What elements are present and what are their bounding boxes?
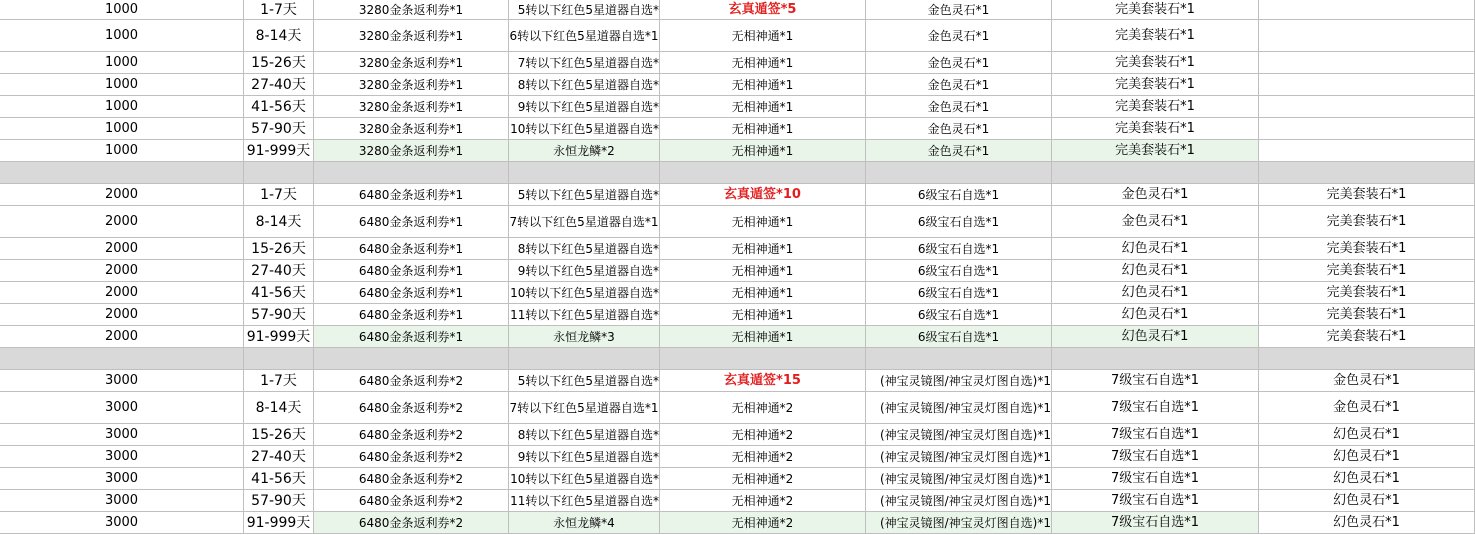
table-cell[interactable]: 41-56天 bbox=[244, 96, 314, 117]
table-cell[interactable]: 无相神通*1 bbox=[660, 282, 866, 303]
table-cell[interactable]: 无相神通*1 bbox=[660, 304, 866, 325]
table-cell[interactable]: (神宝灵镜图/神宝灵灯图自选)*1 bbox=[866, 512, 1052, 533]
table-cell[interactable]: 6480金条返利券*1 bbox=[314, 184, 509, 205]
table-cell[interactable]: 6480金条返利券*1 bbox=[314, 326, 509, 347]
table-cell[interactable]: 完美套装石*1 bbox=[1052, 74, 1259, 95]
table-cell[interactable]: 5转以下红色5星道器自选* bbox=[509, 184, 660, 205]
table-cell[interactable]: 无相神通*1 bbox=[660, 326, 866, 347]
table-cell[interactable]: 无相神通*1 bbox=[660, 96, 866, 117]
table-cell[interactable] bbox=[866, 348, 1052, 369]
table-cell[interactable]: 8转以下红色5星道器自选* bbox=[509, 424, 660, 445]
table-cell[interactable]: 6级宝石自选*1 bbox=[866, 304, 1052, 325]
table-cell[interactable] bbox=[1259, 96, 1475, 117]
table-cell[interactable]: (神宝灵镜图/神宝灵灯图自选)*1 bbox=[866, 446, 1052, 467]
table-cell[interactable] bbox=[0, 162, 244, 183]
table-cell[interactable]: 1-7天 bbox=[244, 184, 314, 205]
table-row bbox=[0, 96, 1475, 118]
table-cell[interactable]: 5转以下红色5星道器自选* bbox=[509, 0, 660, 19]
table-cell[interactable]: 2000 bbox=[0, 184, 244, 205]
table-cell[interactable]: 91-999天 bbox=[244, 326, 314, 347]
table-cell[interactable]: 3280金条返利券*1 bbox=[314, 118, 509, 139]
table-cell[interactable]: 41-56天 bbox=[244, 468, 314, 489]
table-cell[interactable]: 6480金条返利券*2 bbox=[314, 446, 509, 467]
table-cell[interactable]: 6级宝石自选*1 bbox=[866, 326, 1052, 347]
table-cell[interactable]: (神宝灵镜图/神宝灵灯图自选)*1 bbox=[866, 392, 1052, 423]
table-cell[interactable]: 金色灵石*1 bbox=[866, 96, 1052, 117]
table-cell[interactable]: 6转以下红色5星道器自选*1 bbox=[509, 20, 660, 51]
table-cell[interactable]: 3000 bbox=[0, 392, 244, 423]
table-cell[interactable]: 1-7天 bbox=[244, 370, 314, 391]
table-cell[interactable]: 幻色灵石*1 bbox=[1259, 446, 1475, 467]
table-cell[interactable] bbox=[1259, 118, 1475, 139]
table-row bbox=[0, 184, 1475, 206]
table-cell[interactable]: 2000 bbox=[0, 282, 244, 303]
table-cell[interactable]: 无相神通*1 bbox=[660, 118, 866, 139]
table-cell[interactable]: 15-26天 bbox=[244, 52, 314, 73]
table-cell[interactable]: 8-14天 bbox=[244, 20, 314, 51]
table-cell[interactable]: 完美套装石*1 bbox=[1259, 304, 1475, 325]
table-cell[interactable]: 2000 bbox=[0, 206, 244, 237]
table-cell[interactable]: 7转以下红色5星道器自选*1 bbox=[509, 206, 660, 237]
table-cell[interactable]: 金色灵石*1 bbox=[866, 52, 1052, 73]
table-cell[interactable]: 完美套装石*1 bbox=[1259, 326, 1475, 347]
table-cell[interactable] bbox=[244, 348, 314, 369]
table-cell[interactable]: 57-90天 bbox=[244, 490, 314, 511]
table-cell[interactable]: 6480金条返利券*2 bbox=[314, 392, 509, 423]
table-cell[interactable]: 完美套装石*1 bbox=[1259, 238, 1475, 259]
table-cell[interactable]: 无相神通*1 bbox=[660, 206, 866, 237]
table-row bbox=[0, 304, 1475, 326]
table-cell[interactable]: 完美套装石*1 bbox=[1259, 260, 1475, 281]
table-cell[interactable]: 3000 bbox=[0, 468, 244, 489]
table-cell[interactable]: (神宝灵镜图/神宝灵灯图自选)*1 bbox=[866, 370, 1052, 391]
table-cell[interactable]: 6级宝石自选*1 bbox=[866, 260, 1052, 281]
table-cell[interactable]: 6级宝石自选*1 bbox=[866, 282, 1052, 303]
table-cell[interactable]: 6480金条返利券*1 bbox=[314, 206, 509, 237]
table-cell[interactable]: (神宝灵镜图/神宝灵灯图自选)*1 bbox=[866, 424, 1052, 445]
table-cell[interactable]: 玄真遁签*10 bbox=[660, 184, 866, 205]
table-cell[interactable]: 15-26天 bbox=[244, 424, 314, 445]
table-cell[interactable]: 5转以下红色5星道器自选* bbox=[509, 370, 660, 391]
table-cell[interactable]: 幻色灵石*1 bbox=[1052, 326, 1259, 347]
table-row bbox=[0, 238, 1475, 260]
table-cell[interactable]: 1000 bbox=[0, 118, 244, 139]
table-cell[interactable]: 7级宝石自选*1 bbox=[1052, 424, 1259, 445]
table-cell[interactable] bbox=[660, 162, 866, 183]
table-cell[interactable]: 27-40天 bbox=[244, 260, 314, 281]
table-cell[interactable]: 无相神通*2 bbox=[660, 490, 866, 511]
table-cell[interactable]: 幻色灵石*1 bbox=[1052, 282, 1259, 303]
table-cell[interactable]: (神宝灵镜图/神宝灵灯图自选)*1 bbox=[866, 490, 1052, 511]
table-cell[interactable]: (神宝灵镜图/神宝灵灯图自选)*1 bbox=[866, 468, 1052, 489]
table-cell[interactable]: 27-40天 bbox=[244, 74, 314, 95]
table-cell[interactable]: 41-56天 bbox=[244, 282, 314, 303]
table-cell[interactable]: 1000 bbox=[0, 140, 244, 161]
table-cell[interactable] bbox=[1259, 0, 1475, 19]
table-cell[interactable]: 无相神通*1 bbox=[660, 74, 866, 95]
table-row bbox=[0, 0, 1475, 20]
table-row bbox=[0, 490, 1475, 512]
table-cell[interactable]: 幻色灵石*1 bbox=[1259, 468, 1475, 489]
table-cell[interactable]: 3000 bbox=[0, 424, 244, 445]
table-cell[interactable]: 6480金条返利券*1 bbox=[314, 260, 509, 281]
table-cell[interactable]: 7级宝石自选*1 bbox=[1052, 490, 1259, 511]
separator-row bbox=[0, 162, 1475, 184]
table-cell[interactable]: 6480金条返利券*2 bbox=[314, 424, 509, 445]
table-cell[interactable]: 金色灵石*1 bbox=[866, 0, 1052, 19]
table-cell[interactable]: 金色灵石*1 bbox=[1052, 206, 1259, 237]
table-cell[interactable]: 2000 bbox=[0, 238, 244, 259]
table-row bbox=[0, 52, 1475, 74]
table-cell[interactable]: 7级宝石自选*1 bbox=[1052, 446, 1259, 467]
table-row bbox=[0, 512, 1475, 534]
table-cell[interactable]: 幻色灵石*1 bbox=[1052, 238, 1259, 259]
table-row bbox=[0, 74, 1475, 96]
table-cell[interactable] bbox=[1259, 348, 1475, 369]
table-row bbox=[0, 370, 1475, 392]
table-cell[interactable]: 金色灵石*1 bbox=[1259, 370, 1475, 391]
table-cell[interactable]: 无相神通*2 bbox=[660, 446, 866, 467]
table-cell[interactable] bbox=[509, 162, 660, 183]
table-cell[interactable]: 9转以下红色5星道器自选* bbox=[509, 260, 660, 281]
table-cell[interactable]: 6480金条返利券*1 bbox=[314, 238, 509, 259]
table-cell[interactable]: 6480金条返利券*2 bbox=[314, 468, 509, 489]
table-cell[interactable]: 27-40天 bbox=[244, 446, 314, 467]
table-cell[interactable] bbox=[1259, 140, 1475, 161]
table-row bbox=[0, 118, 1475, 140]
table-cell[interactable] bbox=[1259, 52, 1475, 73]
table-row bbox=[0, 392, 1475, 424]
table-cell[interactable]: 57-90天 bbox=[244, 118, 314, 139]
table-cell[interactable]: 9转以下红色5星道器自选* bbox=[509, 446, 660, 467]
table-row bbox=[0, 206, 1475, 238]
table-cell[interactable]: 1000 bbox=[0, 20, 244, 51]
table-cell[interactable]: 永恒龙鳞*2 bbox=[509, 140, 660, 161]
table-cell[interactable]: 7级宝石自选*1 bbox=[1052, 468, 1259, 489]
table-cell[interactable]: 10转以下红色5星道器自选* bbox=[509, 468, 660, 489]
table-cell[interactable]: 3000 bbox=[0, 370, 244, 391]
separator-row bbox=[0, 348, 1475, 370]
table-cell[interactable]: 91-999天 bbox=[244, 140, 314, 161]
table-cell[interactable]: 2000 bbox=[0, 260, 244, 281]
table-cell[interactable]: 15-26天 bbox=[244, 238, 314, 259]
table-cell[interactable]: 7级宝石自选*1 bbox=[1052, 370, 1259, 391]
table-cell[interactable]: 无相神通*2 bbox=[660, 392, 866, 423]
table-cell[interactable]: 金色灵石*1 bbox=[866, 140, 1052, 161]
table-cell[interactable]: 8-14天 bbox=[244, 392, 314, 423]
table-cell[interactable] bbox=[1052, 348, 1259, 369]
table-cell[interactable]: 完美套装石*1 bbox=[1052, 52, 1259, 73]
table-cell[interactable]: 完美套装石*1 bbox=[1052, 0, 1259, 19]
table-cell[interactable]: 3280金条返利券*1 bbox=[314, 74, 509, 95]
table-cell[interactable]: 完美套装石*1 bbox=[1259, 282, 1475, 303]
table-cell[interactable]: 3000 bbox=[0, 446, 244, 467]
table-cell[interactable]: 9转以下红色5星道器自选* bbox=[509, 96, 660, 117]
table-cell[interactable]: 永恒龙鳞*4 bbox=[509, 512, 660, 533]
table-cell[interactable]: 3280金条返利券*1 bbox=[314, 140, 509, 161]
table-cell[interactable]: 无相神通*2 bbox=[660, 424, 866, 445]
table-cell[interactable]: 6480金条返利券*1 bbox=[314, 282, 509, 303]
table-cell[interactable]: 金色灵石*1 bbox=[1052, 184, 1259, 205]
table-cell[interactable] bbox=[1259, 20, 1475, 51]
table-cell[interactable] bbox=[314, 348, 509, 369]
table-cell[interactable]: 6480金条返利券*2 bbox=[314, 490, 509, 511]
table-row bbox=[0, 424, 1475, 446]
table-cell[interactable]: 1-7天 bbox=[244, 0, 314, 19]
table-cell[interactable]: 11转以下红色5星道器自选* bbox=[509, 304, 660, 325]
table-cell[interactable]: 无相神通*1 bbox=[660, 20, 866, 51]
table-cell[interactable]: 幻色灵石*1 bbox=[1259, 424, 1475, 445]
table-cell[interactable] bbox=[1259, 162, 1475, 183]
table-cell[interactable]: 幻色灵石*1 bbox=[1259, 490, 1475, 511]
table-cell[interactable] bbox=[660, 348, 866, 369]
table-cell[interactable]: 无相神通*2 bbox=[660, 512, 866, 533]
table-cell[interactable]: 7转以下红色5星道器自选* bbox=[509, 52, 660, 73]
table-row bbox=[0, 260, 1475, 282]
table-cell[interactable]: 金色灵石*1 bbox=[1259, 392, 1475, 423]
table-cell[interactable]: 91-999天 bbox=[244, 512, 314, 533]
table-cell[interactable]: 3000 bbox=[0, 490, 244, 511]
table-cell[interactable]: 6级宝石自选*1 bbox=[866, 238, 1052, 259]
table-cell[interactable]: 幻色灵石*1 bbox=[1052, 304, 1259, 325]
table-cell[interactable]: 无相神通*2 bbox=[660, 468, 866, 489]
table-cell[interactable]: 7级宝石自选*1 bbox=[1052, 392, 1259, 423]
table-cell[interactable]: 幻色灵石*1 bbox=[1052, 260, 1259, 281]
table-cell[interactable]: 完美套装石*1 bbox=[1052, 96, 1259, 117]
table-cell[interactable]: 8转以下红色5星道器自选* bbox=[509, 238, 660, 259]
table-row bbox=[0, 468, 1475, 490]
table-cell[interactable]: 3280金条返利券*1 bbox=[314, 96, 509, 117]
table-cell[interactable] bbox=[0, 348, 244, 369]
table-cell[interactable]: 6480金条返利券*1 bbox=[314, 304, 509, 325]
table-cell[interactable] bbox=[1052, 162, 1259, 183]
table-cell[interactable]: 3280金条返利券*1 bbox=[314, 52, 509, 73]
table-cell[interactable]: 8-14天 bbox=[244, 206, 314, 237]
table-cell[interactable]: 1000 bbox=[0, 0, 244, 19]
table-cell[interactable]: 金色灵石*1 bbox=[866, 20, 1052, 51]
table-cell[interactable]: 3280金条返利券*1 bbox=[314, 0, 509, 19]
table-cell[interactable]: 11转以下红色5星道器自选* bbox=[509, 490, 660, 511]
table-cell[interactable]: 3000 bbox=[0, 512, 244, 533]
table-cell[interactable]: 完美套装石*1 bbox=[1259, 206, 1475, 237]
table-cell[interactable]: 玄真遁签*5 bbox=[660, 0, 866, 19]
table-row bbox=[0, 446, 1475, 468]
table-cell[interactable]: 7级宝石自选*1 bbox=[1052, 512, 1259, 533]
table-row bbox=[0, 326, 1475, 348]
table-cell[interactable]: 8转以下红色5星道器自选* bbox=[509, 74, 660, 95]
table-cell[interactable]: 57-90天 bbox=[244, 304, 314, 325]
table-cell[interactable]: 幻色灵石*1 bbox=[1259, 512, 1475, 533]
table-cell[interactable]: 10转以下红色5星道器自选* bbox=[509, 118, 660, 139]
table-cell[interactable]: 1000 bbox=[0, 52, 244, 73]
table-cell[interactable]: 金色灵石*1 bbox=[866, 118, 1052, 139]
table-cell[interactable]: 2000 bbox=[0, 304, 244, 325]
table-cell[interactable] bbox=[244, 162, 314, 183]
table-row bbox=[0, 282, 1475, 304]
table-cell[interactable]: 1000 bbox=[0, 74, 244, 95]
table-cell[interactable]: 无相神通*1 bbox=[660, 260, 866, 281]
table-cell[interactable]: 3280金条返利券*1 bbox=[314, 20, 509, 51]
table-cell[interactable]: 6级宝石自选*1 bbox=[866, 184, 1052, 205]
table-cell[interactable]: 无相神通*1 bbox=[660, 238, 866, 259]
table-row bbox=[0, 20, 1475, 52]
table-row bbox=[0, 140, 1475, 162]
table-cell[interactable]: 无相神通*1 bbox=[660, 140, 866, 161]
table-cell[interactable]: 10转以下红色5星道器自选* bbox=[509, 282, 660, 303]
table-cell[interactable]: 完美套装石*1 bbox=[1052, 118, 1259, 139]
table-cell[interactable]: 6480金条返利券*2 bbox=[314, 370, 509, 391]
table-cell[interactable]: 1000 bbox=[0, 96, 244, 117]
table-cell[interactable] bbox=[1259, 74, 1475, 95]
table-cell[interactable]: 完美套装石*1 bbox=[1052, 140, 1259, 161]
table-cell[interactable]: 6级宝石自选*1 bbox=[866, 206, 1052, 237]
table-cell[interactable]: 无相神通*1 bbox=[660, 52, 866, 73]
table-cell[interactable] bbox=[866, 162, 1052, 183]
table-cell[interactable]: 玄真遁签*15 bbox=[660, 370, 866, 391]
table-cell[interactable]: 完美套装石*1 bbox=[1052, 20, 1259, 51]
table-cell[interactable] bbox=[314, 162, 509, 183]
table-cell[interactable]: 7转以下红色5星道器自选*1 bbox=[509, 392, 660, 423]
table-cell[interactable]: 完美套装石*1 bbox=[1259, 184, 1475, 205]
table-cell[interactable]: 2000 bbox=[0, 326, 244, 347]
table-cell[interactable] bbox=[509, 348, 660, 369]
table-cell[interactable]: 金色灵石*1 bbox=[866, 74, 1052, 95]
table-cell[interactable]: 永恒龙鳞*3 bbox=[509, 326, 660, 347]
table-cell[interactable]: 6480金条返利券*2 bbox=[314, 512, 509, 533]
